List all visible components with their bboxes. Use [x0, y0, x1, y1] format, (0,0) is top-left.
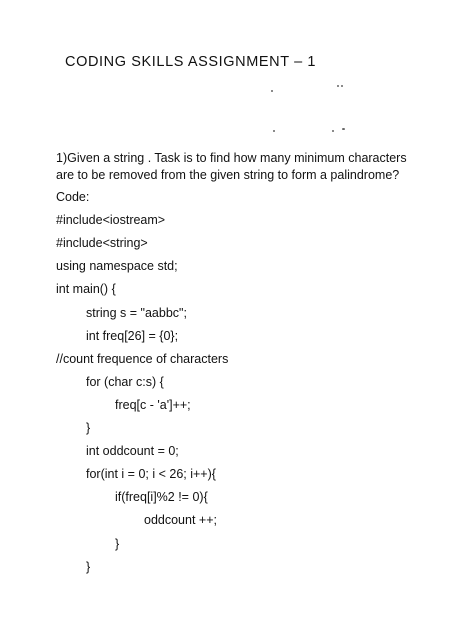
code-line: for (char c:s) { [86, 375, 164, 389]
scan-speck [341, 85, 343, 87]
code-line: for(int i = 0; i < 26; i++){ [86, 467, 216, 481]
code-line: int oddcount = 0; [86, 444, 179, 458]
code-line: using namespace std; [56, 259, 178, 273]
scan-speck [273, 130, 275, 132]
code-line: #include<string> [56, 236, 148, 250]
scan-speck [342, 128, 345, 130]
code-line: #include<iostream> [56, 213, 166, 227]
code-line: oddcount ++; [144, 513, 217, 527]
scan-speck [337, 85, 339, 87]
code-line: string s = "aabbc"; [86, 306, 187, 320]
question-text [56, 150, 416, 183]
code-line: } [86, 421, 91, 435]
scan-speck [271, 90, 273, 92]
assignment-title: CODING SKILLS ASSIGNMENT – 1 [65, 54, 317, 70]
code-comment: //count frequence of characters [56, 352, 229, 366]
scan-speck [332, 130, 334, 132]
code-line: } [86, 560, 91, 574]
code-line: int freq[26] = {0}; [86, 329, 179, 343]
code-line: int main() { [56, 282, 116, 296]
code-line: freq[c - 'a']++; [115, 398, 191, 412]
code-line: } [115, 537, 120, 551]
question-line: 1)Given a string . Task is to find how many minimum characters [56, 151, 407, 165]
code-line: if(freq[i]%2 != 0){ [115, 490, 208, 504]
code-label: Code: [56, 190, 90, 204]
question-line: are to be removed from the given string to form a palindrome? [56, 167, 400, 182]
